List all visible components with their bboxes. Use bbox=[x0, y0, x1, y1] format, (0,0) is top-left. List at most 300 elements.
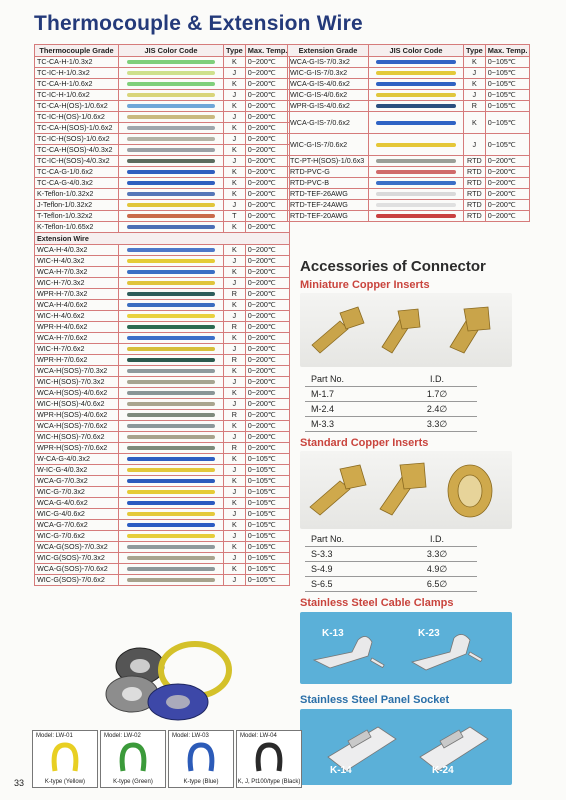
color-swatch-cell bbox=[119, 289, 224, 300]
wire-swatch bbox=[127, 71, 215, 75]
col-header-ext-grade: Extension Grade bbox=[288, 45, 369, 57]
extension-table bbox=[287, 44, 530, 222]
type-cell: R bbox=[224, 322, 246, 333]
wire-swatch bbox=[376, 159, 455, 163]
max-temp-cell: 0~200℃ bbox=[245, 222, 290, 233]
color-swatch-cell bbox=[119, 553, 224, 564]
color-swatch-cell bbox=[119, 189, 224, 200]
max-temp-cell: 0~200℃ bbox=[245, 432, 290, 443]
type-cell: J bbox=[224, 509, 246, 520]
color-swatch-cell bbox=[369, 68, 464, 79]
grade-cell: WCA-H(SOS)-4/0.6x2 bbox=[35, 388, 119, 399]
panel-socket-title: Stainless Steel Panel Socket bbox=[300, 694, 450, 706]
type-cell: R bbox=[224, 289, 246, 300]
type-cell: K bbox=[224, 388, 246, 399]
type-cell: RTD bbox=[464, 167, 486, 178]
max-temp-cell: 0~200℃ bbox=[245, 156, 290, 167]
max-temp-cell: 0~200℃ bbox=[245, 377, 290, 388]
table-row bbox=[35, 123, 290, 134]
type-cell: R bbox=[464, 101, 486, 112]
color-swatch-cell bbox=[119, 167, 224, 178]
wire-swatch bbox=[127, 181, 215, 185]
type-cell: K bbox=[224, 366, 246, 377]
color-swatch-cell bbox=[119, 278, 224, 289]
col-header-ext-type: Type bbox=[464, 45, 486, 57]
table-row bbox=[35, 454, 290, 465]
clamp-label-k23: K-23 bbox=[418, 628, 440, 639]
wire-swatch bbox=[127, 512, 215, 516]
grade-cell: WIC-G-IS-7/0.3x2 bbox=[288, 68, 369, 79]
wire-swatch bbox=[376, 214, 455, 218]
color-swatch-cell bbox=[119, 355, 224, 366]
wire-swatch bbox=[127, 479, 215, 483]
wire-swatch bbox=[376, 192, 455, 196]
grade-cell: WPR-H-4/0.6x2 bbox=[35, 322, 119, 333]
clamp-image bbox=[300, 612, 512, 684]
grade-cell: WPR-G-IS-4/0.6x2 bbox=[288, 101, 369, 112]
accessories-title: Accessories of Connector bbox=[300, 258, 486, 275]
wire-swatch bbox=[127, 413, 215, 417]
type-cell: K bbox=[224, 421, 246, 432]
max-temp-cell: 0~105℃ bbox=[485, 68, 530, 79]
table-row bbox=[35, 333, 290, 344]
color-swatch-cell bbox=[119, 443, 224, 454]
color-swatch-cell bbox=[119, 421, 224, 432]
wire-swatch bbox=[127, 468, 215, 472]
wire-swatch bbox=[376, 82, 455, 86]
model-lw02: Model: LW-02 K-type (Green) bbox=[100, 730, 166, 788]
wire-swatch bbox=[127, 104, 215, 108]
grade-cell: WCA-H-4/0.6x2 bbox=[35, 300, 119, 311]
type-cell: K bbox=[224, 476, 246, 487]
type-cell: J bbox=[224, 531, 246, 542]
color-swatch-cell bbox=[119, 256, 224, 267]
grade-cell: TC-CA-H(SOS)-4/0.3x2 bbox=[35, 145, 119, 156]
grade-cell: RTD-PVC-B bbox=[288, 178, 369, 189]
grade-cell: WIC-H-4/0.3x2 bbox=[35, 256, 119, 267]
wire-swatch bbox=[376, 104, 455, 108]
color-swatch-cell bbox=[119, 454, 224, 465]
wire-swatch bbox=[127, 369, 215, 373]
grade-cell: WIC-H(SOS)-7/0.6x2 bbox=[35, 432, 119, 443]
socket-label-k14: K-14 bbox=[330, 765, 352, 776]
wire-swatch bbox=[127, 203, 215, 207]
table-row bbox=[288, 90, 530, 101]
grade-cell: WCA-H-4/0.3x2 bbox=[35, 245, 119, 256]
max-temp-cell: 0~105℃ bbox=[245, 454, 290, 465]
table-row bbox=[35, 167, 290, 178]
color-swatch-cell bbox=[369, 112, 464, 134]
type-cell: R bbox=[224, 443, 246, 454]
miniature-inserts-photo bbox=[300, 293, 512, 367]
max-temp-cell: 0~200℃ bbox=[485, 167, 530, 178]
type-cell: K bbox=[224, 167, 246, 178]
wire-swatch bbox=[127, 270, 215, 274]
type-cell: K bbox=[224, 189, 246, 200]
wire-rolls-photo bbox=[100, 636, 248, 724]
grade-cell: TC-CA-H-1/0.3x2 bbox=[35, 57, 119, 68]
type-cell: K bbox=[224, 123, 246, 134]
table-row bbox=[35, 256, 290, 267]
grade-cell: WCA-H(SOS)-7/0.6x2 bbox=[35, 421, 119, 432]
type-cell: J bbox=[224, 200, 246, 211]
max-temp-cell: 0~200℃ bbox=[485, 156, 530, 167]
max-temp-cell: 0~200℃ bbox=[245, 300, 290, 311]
grade-cell: WIC-H(SOS)-4/0.6x2 bbox=[35, 399, 119, 410]
table-row bbox=[35, 178, 290, 189]
max-temp-cell: 0~105℃ bbox=[245, 531, 290, 542]
wire-swatch bbox=[127, 424, 215, 428]
wire-swatch bbox=[127, 534, 215, 538]
table-row: S-4.9 4.9∅ bbox=[305, 562, 477, 577]
grade-cell: TC-IC-H-1/0.6x2 bbox=[35, 90, 119, 101]
max-temp-cell: 0~200℃ bbox=[485, 211, 530, 222]
max-temp-cell: 0~200℃ bbox=[245, 267, 290, 278]
grade-cell: RTD-TEF-24AWG bbox=[288, 200, 369, 211]
max-temp-cell: 0~200℃ bbox=[245, 399, 290, 410]
type-cell: RTD bbox=[464, 211, 486, 222]
grade-cell: TC-CA-H-1/0.6x2 bbox=[35, 79, 119, 90]
type-cell: J bbox=[224, 553, 246, 564]
table-row bbox=[288, 200, 530, 211]
table-row bbox=[35, 487, 290, 498]
table-row bbox=[288, 189, 530, 200]
grade-cell: WPR-H-7/0.6x2 bbox=[35, 355, 119, 366]
color-swatch-cell bbox=[119, 333, 224, 344]
max-temp-cell: 0~105℃ bbox=[245, 575, 290, 586]
table-row bbox=[288, 112, 530, 134]
grade-cell: WCA-G-7/0.3x2 bbox=[35, 476, 119, 487]
color-swatch-cell bbox=[369, 101, 464, 112]
wire-swatch bbox=[127, 556, 215, 560]
type-cell: J bbox=[224, 487, 246, 498]
wire-swatch bbox=[376, 203, 455, 207]
thermocouple-table bbox=[34, 44, 290, 586]
table-row bbox=[35, 432, 290, 443]
color-swatch-cell bbox=[119, 267, 224, 278]
table-row bbox=[35, 311, 290, 322]
grade-cell: RTD-TEF-26AWG bbox=[288, 189, 369, 200]
max-temp-cell: 0~105℃ bbox=[485, 79, 530, 90]
type-cell: K bbox=[224, 145, 246, 156]
grade-cell: WIC-G-4/0.6x2 bbox=[35, 509, 119, 520]
table-row bbox=[35, 278, 290, 289]
wire-swatch bbox=[127, 159, 215, 163]
max-temp-cell: 0~200℃ bbox=[245, 388, 290, 399]
model-lw01: Model: LW-01 K-type (Yellow) bbox=[32, 730, 98, 788]
max-temp-cell: 0~200℃ bbox=[245, 200, 290, 211]
wire-swatch bbox=[127, 170, 215, 174]
table-row bbox=[288, 156, 530, 167]
wire-swatch bbox=[376, 121, 455, 125]
wire-swatch bbox=[127, 303, 215, 307]
max-temp-cell: 0~105℃ bbox=[245, 553, 290, 564]
max-temp-cell: 0~200℃ bbox=[245, 189, 290, 200]
color-swatch-cell bbox=[119, 509, 224, 520]
wire-swatch bbox=[376, 60, 455, 64]
table-row bbox=[35, 90, 290, 101]
id-header: I.D. bbox=[397, 372, 477, 387]
max-temp-cell: 0~105℃ bbox=[245, 487, 290, 498]
max-temp-cell: 0~105℃ bbox=[245, 476, 290, 487]
grade-cell: WCA-G(SOS)-7/0.3x2 bbox=[35, 542, 119, 553]
max-temp-cell: 0~200℃ bbox=[245, 167, 290, 178]
panel-socket-photo bbox=[300, 709, 512, 785]
model-list bbox=[32, 730, 304, 788]
max-temp-cell: 0~105℃ bbox=[485, 134, 530, 156]
color-swatch-cell bbox=[119, 90, 224, 101]
color-swatch-cell bbox=[369, 200, 464, 211]
wire-rolls-image bbox=[100, 636, 248, 724]
grade-cell: TC-PT-H(SOS)-1/0.6x3 bbox=[288, 156, 369, 167]
max-temp-cell: 0~200℃ bbox=[245, 421, 290, 432]
wire-swatch bbox=[127, 347, 215, 351]
table-row bbox=[288, 134, 530, 156]
max-temp-cell: 0~200℃ bbox=[245, 289, 290, 300]
grade-cell: WCA-G-4/0.6x2 bbox=[35, 498, 119, 509]
max-temp-cell: 0~200℃ bbox=[245, 311, 290, 322]
table-row bbox=[35, 476, 290, 487]
max-temp-cell: 0~200℃ bbox=[245, 90, 290, 101]
grade-cell: WCA-G(SOS)-7/0.6x2 bbox=[35, 564, 119, 575]
color-swatch-cell bbox=[119, 123, 224, 134]
wire-swatch bbox=[127, 578, 215, 582]
table-row: S-6.5 6.5∅ bbox=[305, 577, 477, 592]
color-swatch-cell bbox=[119, 542, 224, 553]
max-temp-cell: 0~200℃ bbox=[245, 68, 290, 79]
grade-cell: WCA-H(SOS)-7/0.3x2 bbox=[35, 366, 119, 377]
wire-swatch bbox=[127, 148, 215, 152]
wire-swatch bbox=[376, 93, 455, 97]
part-no-header: Part No. bbox=[305, 372, 397, 387]
color-swatch-cell bbox=[119, 366, 224, 377]
grade-cell: WCA-G-IS-4/0.6x2 bbox=[288, 79, 369, 90]
table-row: M-1.7 1.7∅ bbox=[305, 387, 477, 402]
table-row bbox=[288, 211, 530, 222]
color-swatch-cell bbox=[119, 344, 224, 355]
model-lw03: Model: LW-03 K-type (Blue) bbox=[168, 730, 234, 788]
color-swatch-cell bbox=[119, 388, 224, 399]
wire-swatch bbox=[127, 137, 215, 141]
color-swatch-cell bbox=[119, 487, 224, 498]
type-cell: J bbox=[224, 311, 246, 322]
type-cell: RTD bbox=[464, 189, 486, 200]
table-row bbox=[35, 322, 290, 333]
table-row bbox=[35, 189, 290, 200]
max-temp-cell: 0~200℃ bbox=[245, 112, 290, 123]
table-row bbox=[35, 366, 290, 377]
wire-swatch bbox=[127, 115, 215, 119]
max-temp-cell: 0~105℃ bbox=[485, 101, 530, 112]
wire-swatch bbox=[376, 170, 455, 174]
type-cell: J bbox=[464, 134, 486, 156]
grade-cell: WIC-G-7/0.3x2 bbox=[35, 487, 119, 498]
wire-swatch bbox=[127, 93, 215, 97]
brass-insert-image bbox=[300, 451, 512, 529]
table-row bbox=[35, 410, 290, 421]
max-temp-cell: 0~200℃ bbox=[245, 178, 290, 189]
wire-swatch bbox=[127, 490, 215, 494]
grade-cell: TC-CA-H(SOS)-1/0.6x2 bbox=[35, 123, 119, 134]
type-cell: K bbox=[224, 542, 246, 553]
color-swatch-cell bbox=[119, 145, 224, 156]
type-cell: J bbox=[464, 68, 486, 79]
wire-swatch bbox=[127, 214, 215, 218]
type-cell: K bbox=[464, 57, 486, 68]
max-temp-cell: 0~200℃ bbox=[245, 211, 290, 222]
color-swatch-cell bbox=[119, 498, 224, 509]
section-header bbox=[35, 233, 290, 245]
max-temp-cell: 0~200℃ bbox=[245, 101, 290, 112]
id-header: I.D. bbox=[397, 532, 477, 547]
grade-cell: TC-IC-H(SOS)-1/0.6x2 bbox=[35, 134, 119, 145]
grade-cell: WIC-G-IS-7/0.6x2 bbox=[288, 134, 369, 156]
type-cell: J bbox=[224, 112, 246, 123]
table-row bbox=[35, 421, 290, 432]
table-row bbox=[35, 134, 290, 145]
wire-swatch bbox=[127, 281, 215, 285]
extension-wire-header: Extension Wire bbox=[35, 233, 290, 245]
type-cell: K bbox=[224, 57, 246, 68]
max-temp-cell: 0~105℃ bbox=[485, 90, 530, 101]
color-swatch-cell bbox=[369, 211, 464, 222]
grade-cell: WPR-H-7/0.3x2 bbox=[35, 289, 119, 300]
color-swatch-cell bbox=[119, 57, 224, 68]
grade-cell: WIC-G-IS-4/0.6x2 bbox=[288, 90, 369, 101]
grade-cell: RTD-PVC-G bbox=[288, 167, 369, 178]
max-temp-cell: 0~105℃ bbox=[245, 509, 290, 520]
color-swatch-cell bbox=[119, 101, 224, 112]
wire-swatch bbox=[127, 82, 215, 86]
color-swatch-cell bbox=[119, 79, 224, 90]
page-number: 33 bbox=[14, 778, 25, 788]
type-cell: J bbox=[224, 465, 246, 476]
table-row bbox=[35, 520, 290, 531]
type-cell: J bbox=[224, 344, 246, 355]
brass-insert-image bbox=[300, 293, 512, 367]
cable-clamps-title: Stainless Steel Cable Clamps bbox=[300, 597, 454, 609]
max-temp-cell: 0~105℃ bbox=[245, 498, 290, 509]
color-swatch-cell bbox=[119, 399, 224, 410]
standard-inserts-table bbox=[305, 532, 477, 592]
color-swatch-cell bbox=[369, 134, 464, 156]
wire-swatch bbox=[376, 71, 455, 75]
standard-inserts-title: Standard Copper Inserts bbox=[300, 437, 429, 449]
grade-cell: WCA-G-IS-7/0.3x2 bbox=[288, 57, 369, 68]
type-cell: J bbox=[224, 134, 246, 145]
max-temp-cell: 0~200℃ bbox=[245, 123, 290, 134]
grade-cell: WCA-H-7/0.3x2 bbox=[35, 267, 119, 278]
max-temp-cell: 0~200℃ bbox=[245, 322, 290, 333]
wire-swatch bbox=[127, 225, 215, 229]
max-temp-cell: 0~200℃ bbox=[245, 344, 290, 355]
type-cell: K bbox=[224, 300, 246, 311]
table-row bbox=[35, 443, 290, 454]
cable-clamps-photo bbox=[300, 612, 512, 684]
grade-cell: K-Teflon-1/0.65x2 bbox=[35, 222, 119, 233]
grade-cell: K-Teflon-1/0.32x2 bbox=[35, 189, 119, 200]
color-swatch-cell bbox=[119, 68, 224, 79]
grade-cell: TC-IC-H(SOS)-4/0.3x2 bbox=[35, 156, 119, 167]
table-row bbox=[35, 267, 290, 278]
wire-swatch bbox=[376, 181, 455, 185]
type-cell: K bbox=[224, 454, 246, 465]
wire-swatch bbox=[376, 143, 455, 147]
grade-cell: WIC-H-7/0.6x2 bbox=[35, 344, 119, 355]
grade-cell: WIC-G(SOS)-7/0.3x2 bbox=[35, 553, 119, 564]
max-temp-cell: 0~105℃ bbox=[245, 465, 290, 476]
type-cell: RTD bbox=[464, 156, 486, 167]
table-row bbox=[35, 145, 290, 156]
grade-cell: T-Teflon-1/0.32x2 bbox=[35, 211, 119, 222]
type-cell: K bbox=[224, 333, 246, 344]
color-swatch-cell bbox=[119, 222, 224, 233]
table-row bbox=[35, 542, 290, 553]
grade-cell: TC-IC-H(OS)-1/0.6x2 bbox=[35, 112, 119, 123]
grade-cell: WPR-H(SOS)-7/0.6x2 bbox=[35, 443, 119, 454]
table-row bbox=[35, 245, 290, 256]
col-header-temp: Max. Temp. bbox=[245, 45, 290, 57]
max-temp-cell: 0~200℃ bbox=[245, 366, 290, 377]
type-cell: K bbox=[224, 178, 246, 189]
table-row bbox=[288, 79, 530, 90]
max-temp-cell: 0~200℃ bbox=[245, 355, 290, 366]
table-row bbox=[35, 355, 290, 366]
wire-swatch bbox=[127, 259, 215, 263]
color-swatch-cell bbox=[369, 90, 464, 101]
type-cell: K bbox=[224, 222, 246, 233]
wire-swatch bbox=[127, 523, 215, 527]
table-row bbox=[35, 211, 290, 222]
wire-swatch bbox=[127, 336, 215, 340]
color-swatch-cell bbox=[119, 112, 224, 123]
type-cell: T bbox=[224, 211, 246, 222]
wire-swatch bbox=[127, 126, 215, 130]
max-temp-cell: 0~105℃ bbox=[245, 564, 290, 575]
type-cell: J bbox=[464, 90, 486, 101]
max-temp-cell: 0~200℃ bbox=[485, 189, 530, 200]
grade-cell: WCA-G-7/0.6x2 bbox=[35, 520, 119, 531]
wire-swatch bbox=[127, 545, 215, 549]
table-row bbox=[35, 222, 290, 233]
type-cell: K bbox=[224, 101, 246, 112]
table-row bbox=[35, 509, 290, 520]
grade-cell: WIC-H-4/0.6x2 bbox=[35, 311, 119, 322]
wire-swatch bbox=[127, 501, 215, 505]
table-row bbox=[35, 498, 290, 509]
col-header-type: Type bbox=[224, 45, 246, 57]
table-row bbox=[35, 388, 290, 399]
table-row bbox=[35, 377, 290, 388]
color-swatch-cell bbox=[119, 564, 224, 575]
miniature-inserts-title: Miniature Copper Inserts bbox=[300, 279, 430, 291]
wire-swatch bbox=[127, 457, 215, 461]
table-row bbox=[35, 465, 290, 476]
grade-cell: WIC-H(SOS)-7/0.3x2 bbox=[35, 377, 119, 388]
type-cell: K bbox=[464, 79, 486, 90]
col-header-ext-jis: JIS Color Code bbox=[369, 45, 464, 57]
table-row bbox=[35, 344, 290, 355]
table-row: M-2.4 2.4∅ bbox=[305, 402, 477, 417]
table-row bbox=[288, 57, 530, 68]
table-row: S-3.3 3.3∅ bbox=[305, 547, 477, 562]
color-swatch-cell bbox=[119, 410, 224, 421]
table-row bbox=[35, 575, 290, 586]
color-swatch-cell bbox=[369, 79, 464, 90]
grade-cell: W-CA-G-4/0.3x2 bbox=[35, 454, 119, 465]
max-temp-cell: 0~105℃ bbox=[485, 57, 530, 68]
grade-cell: J-Teflon-1/0.32x2 bbox=[35, 200, 119, 211]
